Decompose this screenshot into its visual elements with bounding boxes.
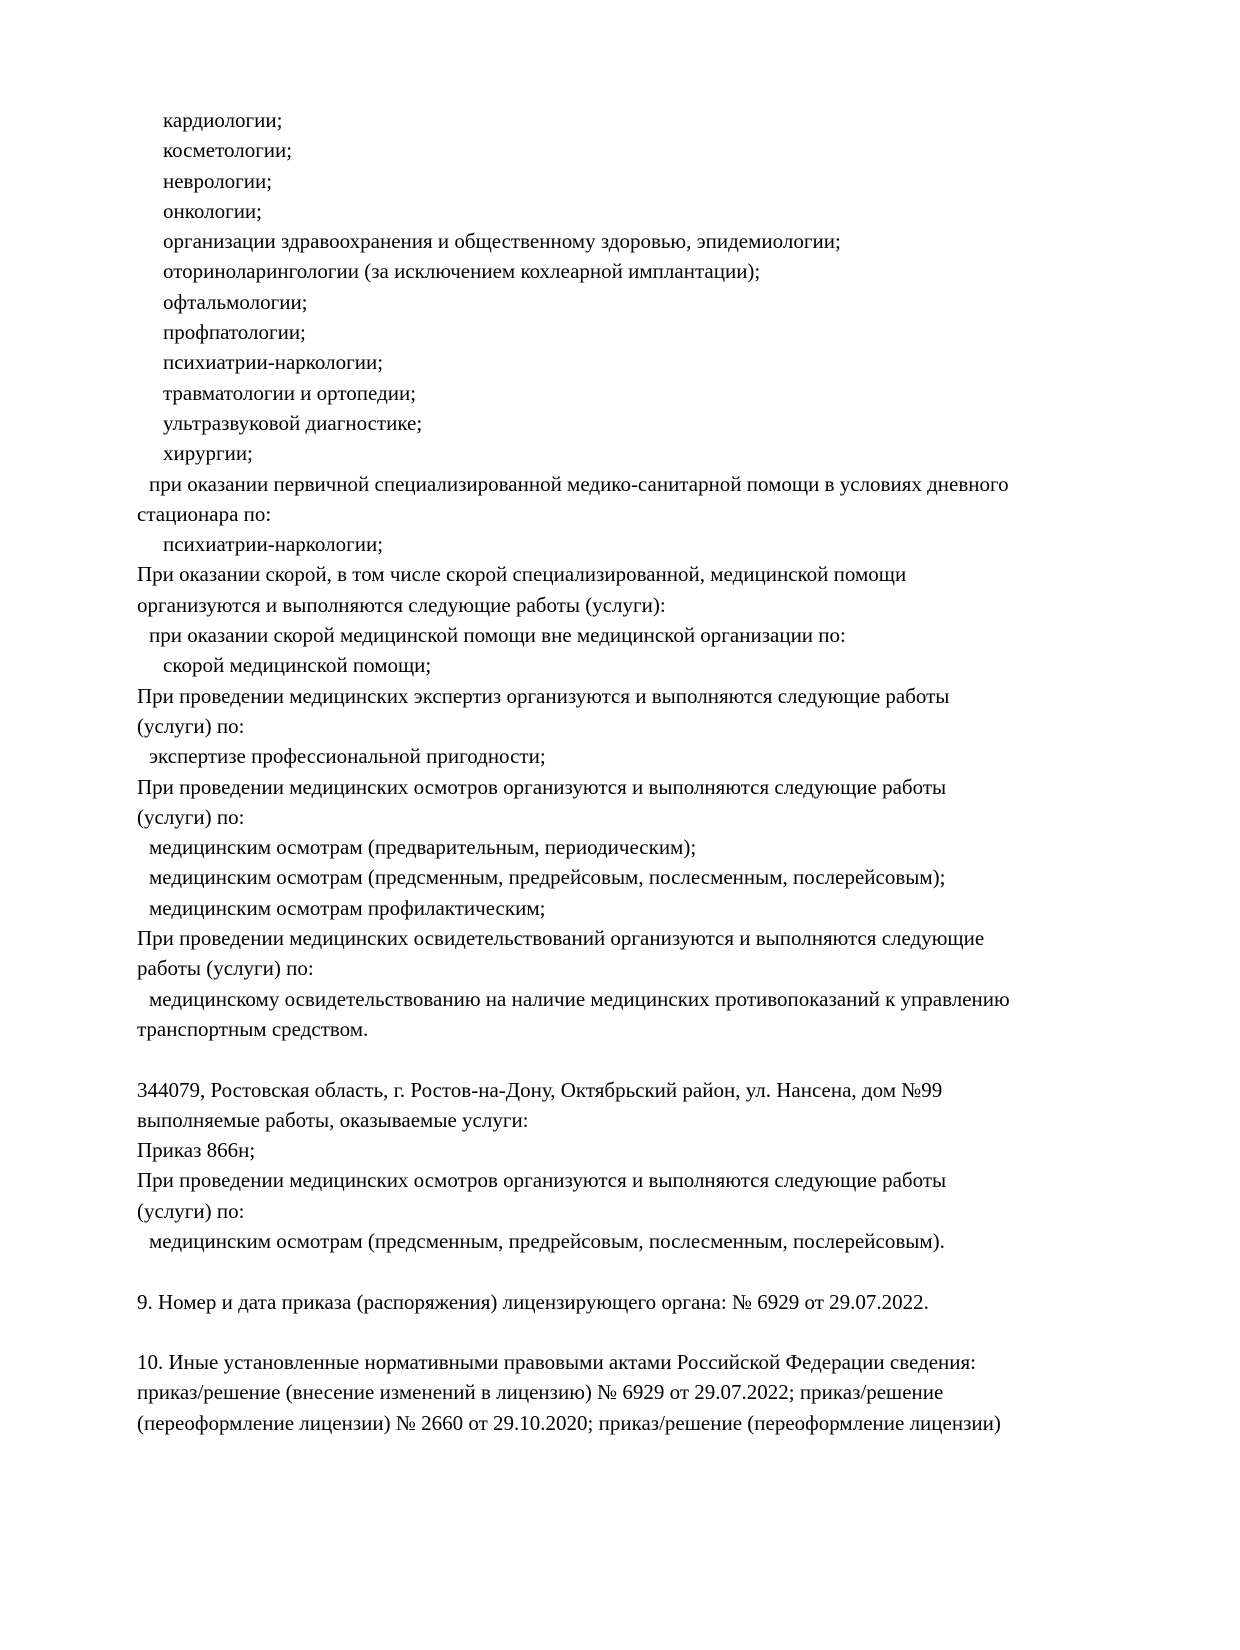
- text-line: стационара по:: [137, 501, 272, 526]
- text-line: медицинскому освидетельствованию на наличие медицинских противопоказаний к управлению: [149, 986, 1010, 1011]
- text-line: [137, 1317, 1180, 1347]
- text-line: (услуги) по:: [137, 804, 245, 829]
- text-line: организуются и выполняются следующие работы (услуги):: [137, 592, 666, 617]
- text-line: выполняемые работы, оказываемые услуги:: [137, 1107, 529, 1132]
- text-line: При проведении медицинских освидетельствований организуются и выполняются следующие: [137, 926, 985, 951]
- text-line: косметологии;: [163, 138, 293, 163]
- text-line: 344079, Ростовская область, г. Ростов-на-Дону, Октябрьский район, ул. Нансена, дом №99: [137, 1077, 943, 1102]
- text-line: ультразвуковой диагностике;: [163, 410, 423, 435]
- text-line: 9. Номер и дата приказа (распоряжения) лицензирующего органа: № 6929 от 29.07.2022.: [137, 1289, 929, 1314]
- text-line: работы (услуги) по:: [137, 956, 314, 981]
- text-line: Приказ 866н;: [137, 1138, 256, 1163]
- text-line: профпатологии;: [163, 320, 306, 345]
- text-line: медицинским осмотрам профилактическим;: [149, 895, 546, 920]
- text-line: (услуги) по:: [137, 713, 245, 738]
- text-line: при оказании первичной специализированной медико-санитарной помощи в условиях дневного: [149, 471, 1009, 496]
- text-line: транспортным средством.: [137, 1016, 369, 1041]
- text-line: [137, 1256, 1180, 1286]
- text-line: медицинским осмотрам (предсменным, предрейсовым, послесменным, послерейсовым);: [149, 865, 946, 890]
- text-line: медицинским осмотрам (предсменным, предрейсовым, послесменным, послерейсовым).: [149, 1228, 945, 1253]
- text-line: приказ/решение (внесение изменений в лицензию) № 6929 от 29.07.2022; приказ/решение: [137, 1380, 944, 1405]
- license-text-block: [137, 105, 1180, 1438]
- text-line: онкологии;: [163, 198, 263, 223]
- text-line: кардиологии;: [163, 108, 283, 132]
- text-line: травматологии и ортопедии;: [163, 380, 417, 405]
- text-line: оториноларингологии (за исключением кохлеарной имплантации);: [163, 259, 761, 284]
- text-line: медицинским осмотрам (предварительным, периодическим);: [149, 835, 697, 860]
- text-line: при оказании скорой медицинской помощи вне медицинской организации по:: [149, 623, 846, 648]
- text-line: (переоформление лицензии) № 2660 от 29.10.2020; приказ/решение (переоформление лицензии): [137, 1410, 1001, 1435]
- text-line: При проведении медицинских осмотров организуются и выполняются следующие работы: [137, 1168, 947, 1193]
- text-line: скорой медицинской помощи;: [163, 653, 432, 678]
- text-line: офтальмологии;: [163, 289, 308, 314]
- text-line: При оказании скорой, в том числе скорой специализированной, медицинской помощи: [137, 562, 907, 587]
- text-line: психиатрии-наркологии;: [163, 350, 384, 375]
- text-line: экспертизе профессиональной пригодности;: [149, 744, 546, 769]
- text-line: [137, 1044, 1180, 1074]
- text-line: (услуги) по:: [137, 1198, 245, 1223]
- text-line: психиатрии-наркологии;: [163, 532, 384, 557]
- text-line: неврологии;: [163, 168, 273, 193]
- text-line: 10. Иные установленные нормативными правовыми актами Российской Федерации сведения:: [137, 1350, 977, 1375]
- text-line: При проведении медицинских осмотров организуются и выполняются следующие работы: [137, 774, 947, 799]
- text-line: хирургии;: [163, 441, 253, 466]
- text-line: организации здравоохранения и общественному здоровью, эпидемиологии;: [163, 229, 841, 254]
- text-line: При проведении медицинских экспертиз организуются и выполняются следующие работы: [137, 683, 950, 708]
